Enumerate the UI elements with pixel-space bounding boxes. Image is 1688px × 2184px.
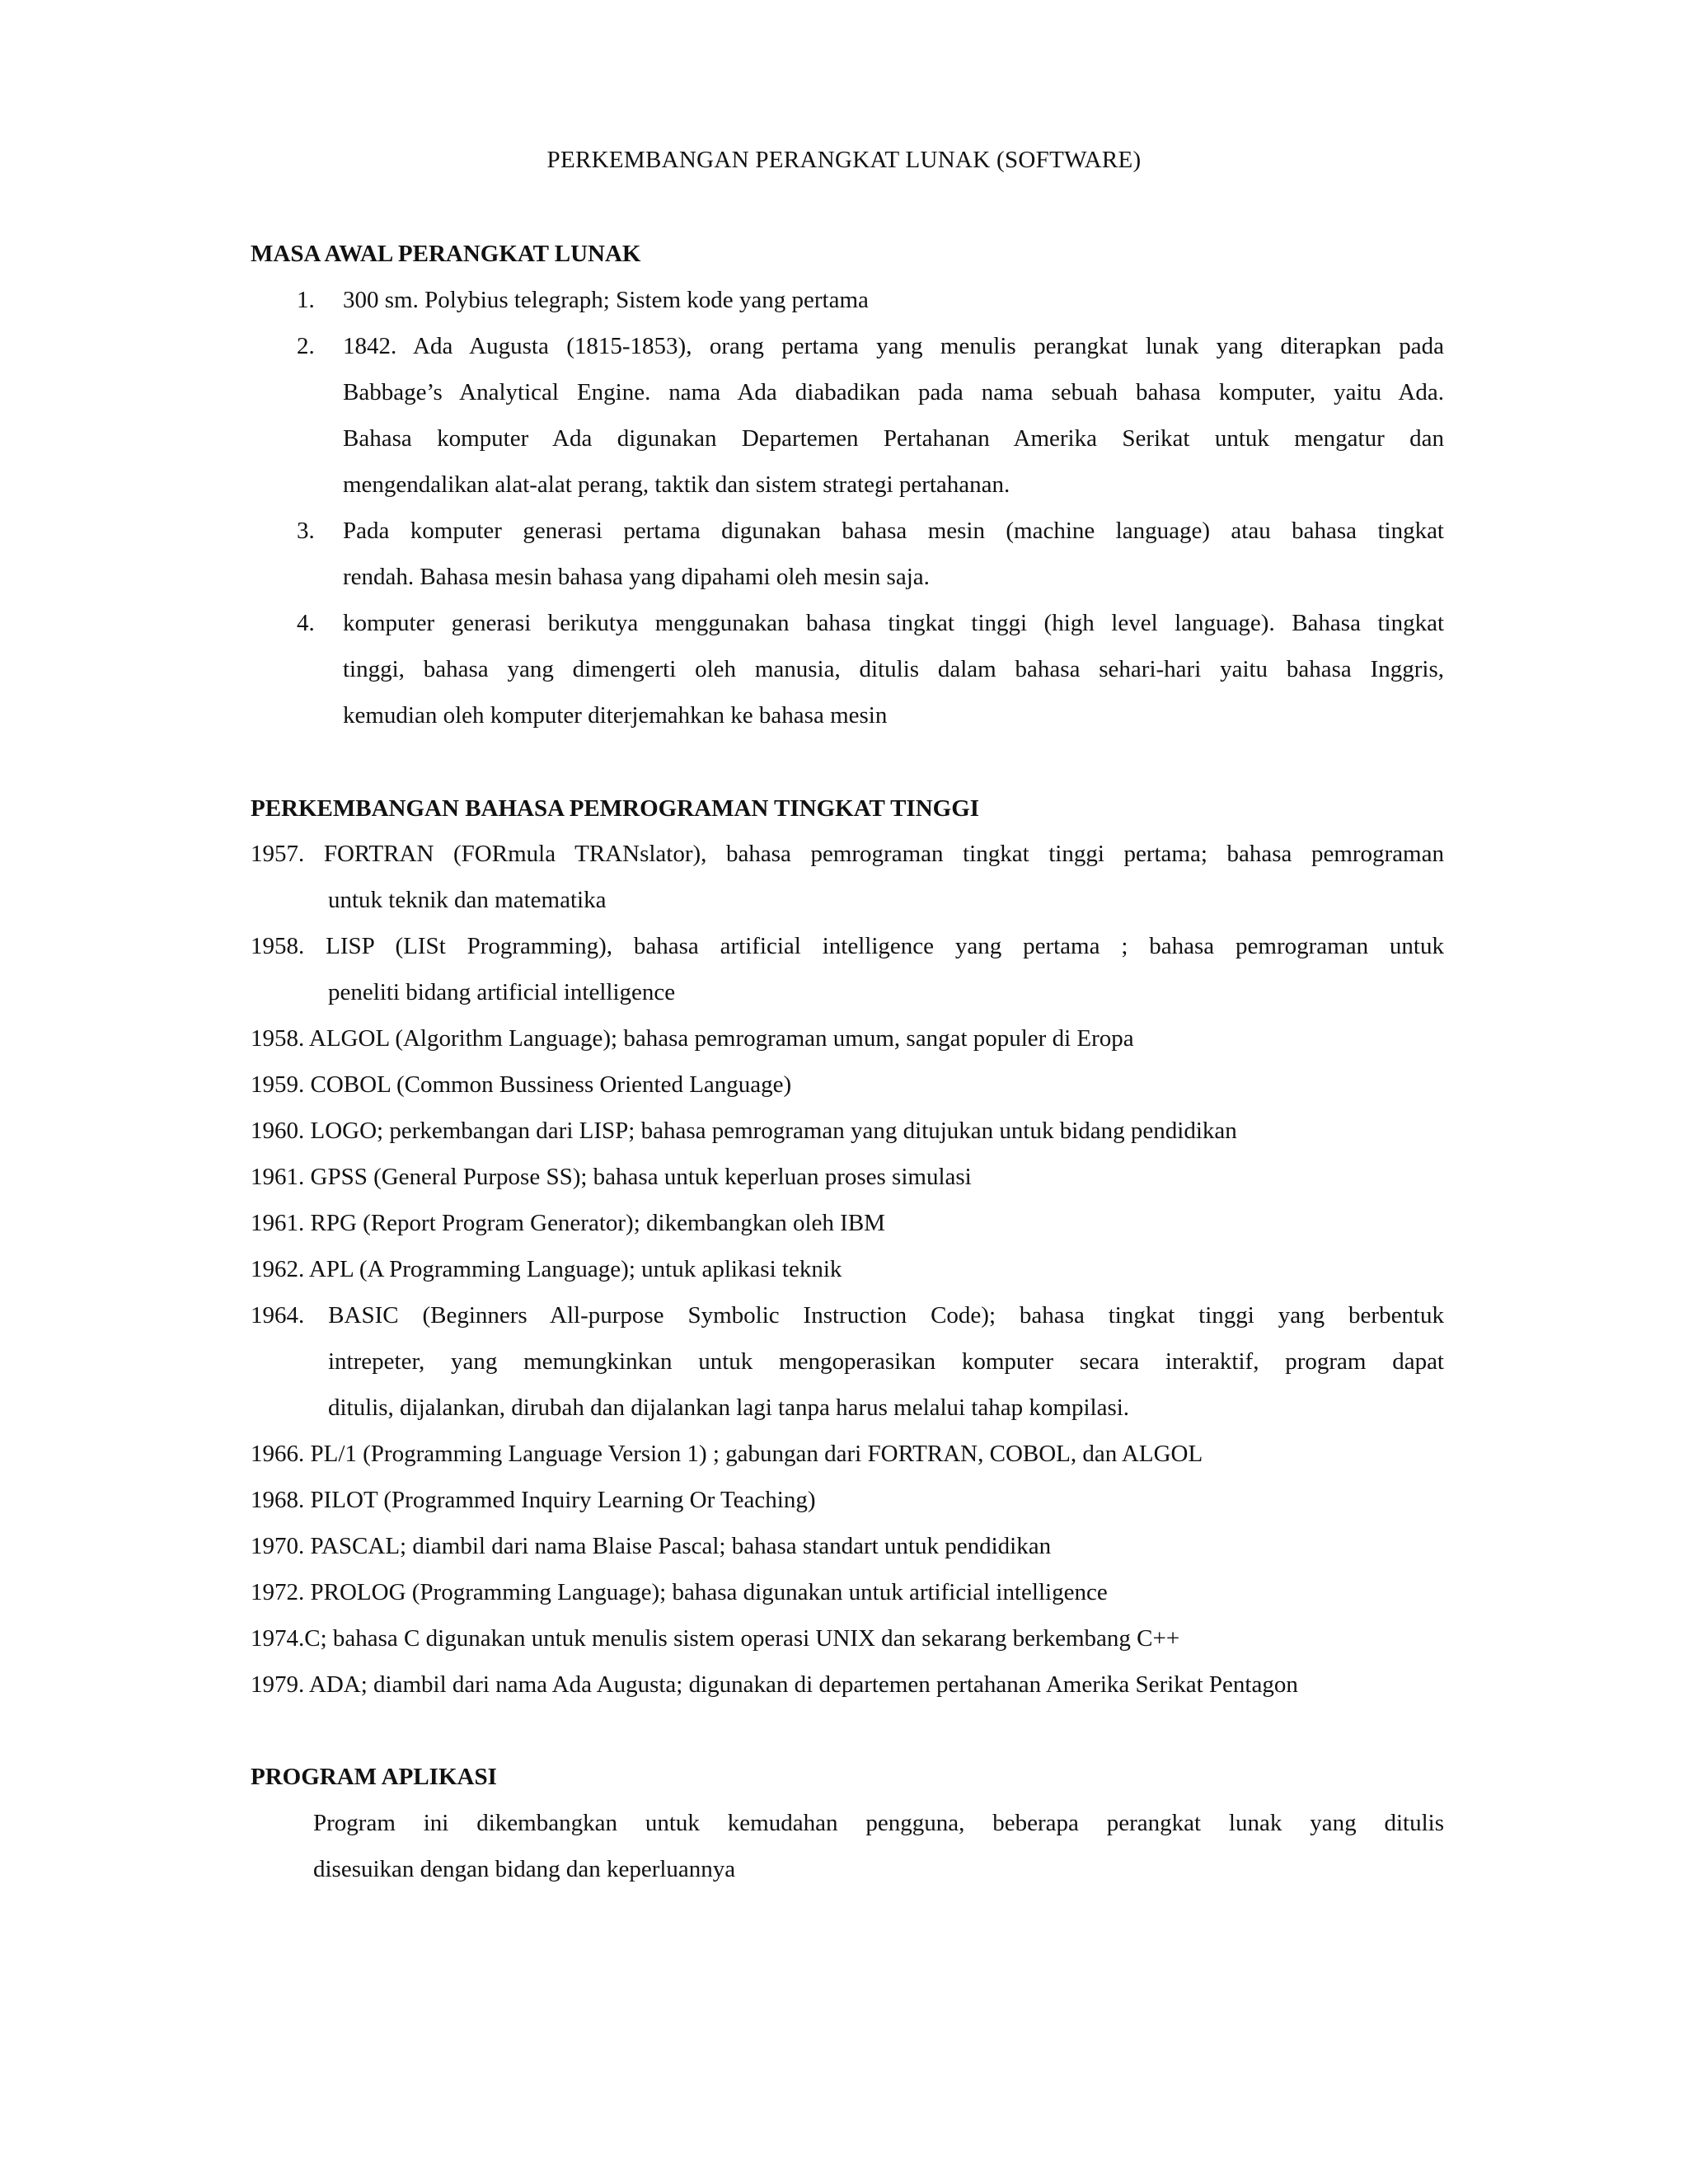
section-heading-program-aplikasi: PROGRAM APLIKASI	[251, 1764, 497, 1790]
timeline-entry: 1974.C; bahasa C digunakan untuk menulis sistem operasi UNIX dan sekarang berkembang C++	[251, 1625, 1180, 1652]
paragraph-line: disesuikan dengan bidang dan keperluannya	[313, 1856, 736, 1882]
timeline-entry-continuation: peneliti bidang artificial intelligence	[328, 979, 676, 1005]
timeline-entry: 1968. PILOT (Programmed Inquiry Learning Or Teaching)	[251, 1487, 816, 1513]
timeline-entry: 1961. RPG (Report Program Generator); dikembangkan oleh IBM	[251, 1210, 885, 1236]
section-heading-masa-awal: MASA AWAL PERANGKAT LUNAK	[251, 241, 641, 267]
timeline-entry: 1972. PROLOG (Programming Language); bahasa digunakan untuk artificial intelligence	[251, 1579, 1108, 1605]
timeline-entry: 1960. LOGO; perkembangan dari LISP; bahasa pemrograman yang ditujukan untuk bidang pendidikan	[251, 1118, 1237, 1144]
timeline-entry-continuation: untuk teknik dan matematika	[328, 887, 607, 913]
list-item-text: mengendalikan alat-alat perang, taktik dan sistem strategi pertahanan.	[343, 471, 1010, 498]
list-item-text: tinggi, bahasa yang dimengerti oleh manusia, ditulis dalam bahasa sehari-hari yaitu bahasa Inggris,	[343, 656, 1444, 682]
section-heading-bahasa-pemrograman: PERKEMBANGAN BAHASA PEMROGRAMAN TINGKAT TINGGI	[251, 795, 980, 822]
timeline-entry: 1959. COBOL (Common Bussiness Oriented Language)	[251, 1071, 792, 1098]
timeline-entry: 1958. LISP (LISt Programming), bahasa artificial intelligence yang pertama ; bahasa pemrograman untuk	[251, 933, 1444, 959]
timeline-entry: 1966. PL/1 (Programming Language Version 1) ; gabungan dari FORTRAN, COBOL, dan ALGOL	[251, 1441, 1203, 1467]
list-item-text: rendah. Bahasa mesin bahasa yang dipahami oleh mesin saja.	[343, 564, 930, 590]
list-item-text: 300 sm. Polybius telegraph; Sistem kode yang pertama	[343, 287, 869, 313]
document-title: PERKEMBANGAN PERANGKAT LUNAK (SOFTWARE)	[546, 147, 1142, 173]
list-item-text: komputer generasi berikutya menggunakan bahasa tingkat tinggi (high level language). Bahasa tingkat	[343, 610, 1444, 636]
timeline-entry: 1970. PASCAL; diambil dari nama Blaise Pascal; bahasa standart untuk pendidikan	[251, 1533, 1052, 1559]
list-item-text: Babbage’s Analytical Engine. nama Ada diabadikan pada nama sebuah bahasa komputer, yaitu Ada.	[343, 379, 1444, 405]
timeline-entry: 1979. ADA; diambil dari nama Ada Augusta; digunakan di departemen pertahanan Amerika Serikat Pentagon	[251, 1671, 1298, 1698]
list-item-text: 1842. Ada Augusta (1815-1853), orang pertama yang menulis perangkat lunak yang diterapkan pada	[343, 333, 1444, 359]
timeline-entry: 1964. BASIC (Beginners All-purpose Symbolic Instruction Code); bahasa tingkat tinggi yang berbentuk	[251, 1302, 1444, 1329]
list-item-text: Bahasa komputer Ada digunakan Departemen Pertahanan Amerika Serikat untuk mengatur dan	[343, 425, 1444, 452]
list-item-number: 3.	[297, 518, 315, 544]
timeline-entry-continuation: ditulis, dijalankan, dirubah dan dijalankan lagi tanpa harus melalui tahap kompilasi.	[328, 1394, 1130, 1421]
timeline-entry-continuation: intrepeter, yang memungkinkan untuk mengoperasikan komputer secara interaktif, program dapat	[328, 1348, 1444, 1375]
list-item-text: kemudian oleh komputer diterjemahkan ke bahasa mesin	[343, 702, 888, 729]
paragraph-line: Program ini dikembangkan untuk kemudahan pengguna, beberapa perangkat lunak yang ditulis	[313, 1810, 1444, 1836]
timeline-entry: 1962. APL (A Programming Language); untuk aplikasi teknik	[251, 1256, 842, 1282]
list-item-number: 4.	[297, 610, 315, 636]
timeline-entry: 1958. ALGOL (Algorithm Language); bahasa pemrograman umum, sangat populer di Eropa	[251, 1025, 1134, 1052]
list-item-number: 1.	[297, 287, 315, 313]
list-item-number: 2.	[297, 333, 315, 359]
list-item-text: Pada komputer generasi pertama digunakan bahasa mesin (machine language) atau bahasa tingkat	[343, 518, 1444, 544]
timeline-entry: 1961. GPSS (General Purpose SS); bahasa untuk keperluan proses simulasi	[251, 1164, 972, 1190]
timeline-entry: 1957. FORTRAN (FORmula TRANslator), bahasa pemrograman tingkat tinggi pertama; bahasa pemrograman	[251, 841, 1444, 867]
